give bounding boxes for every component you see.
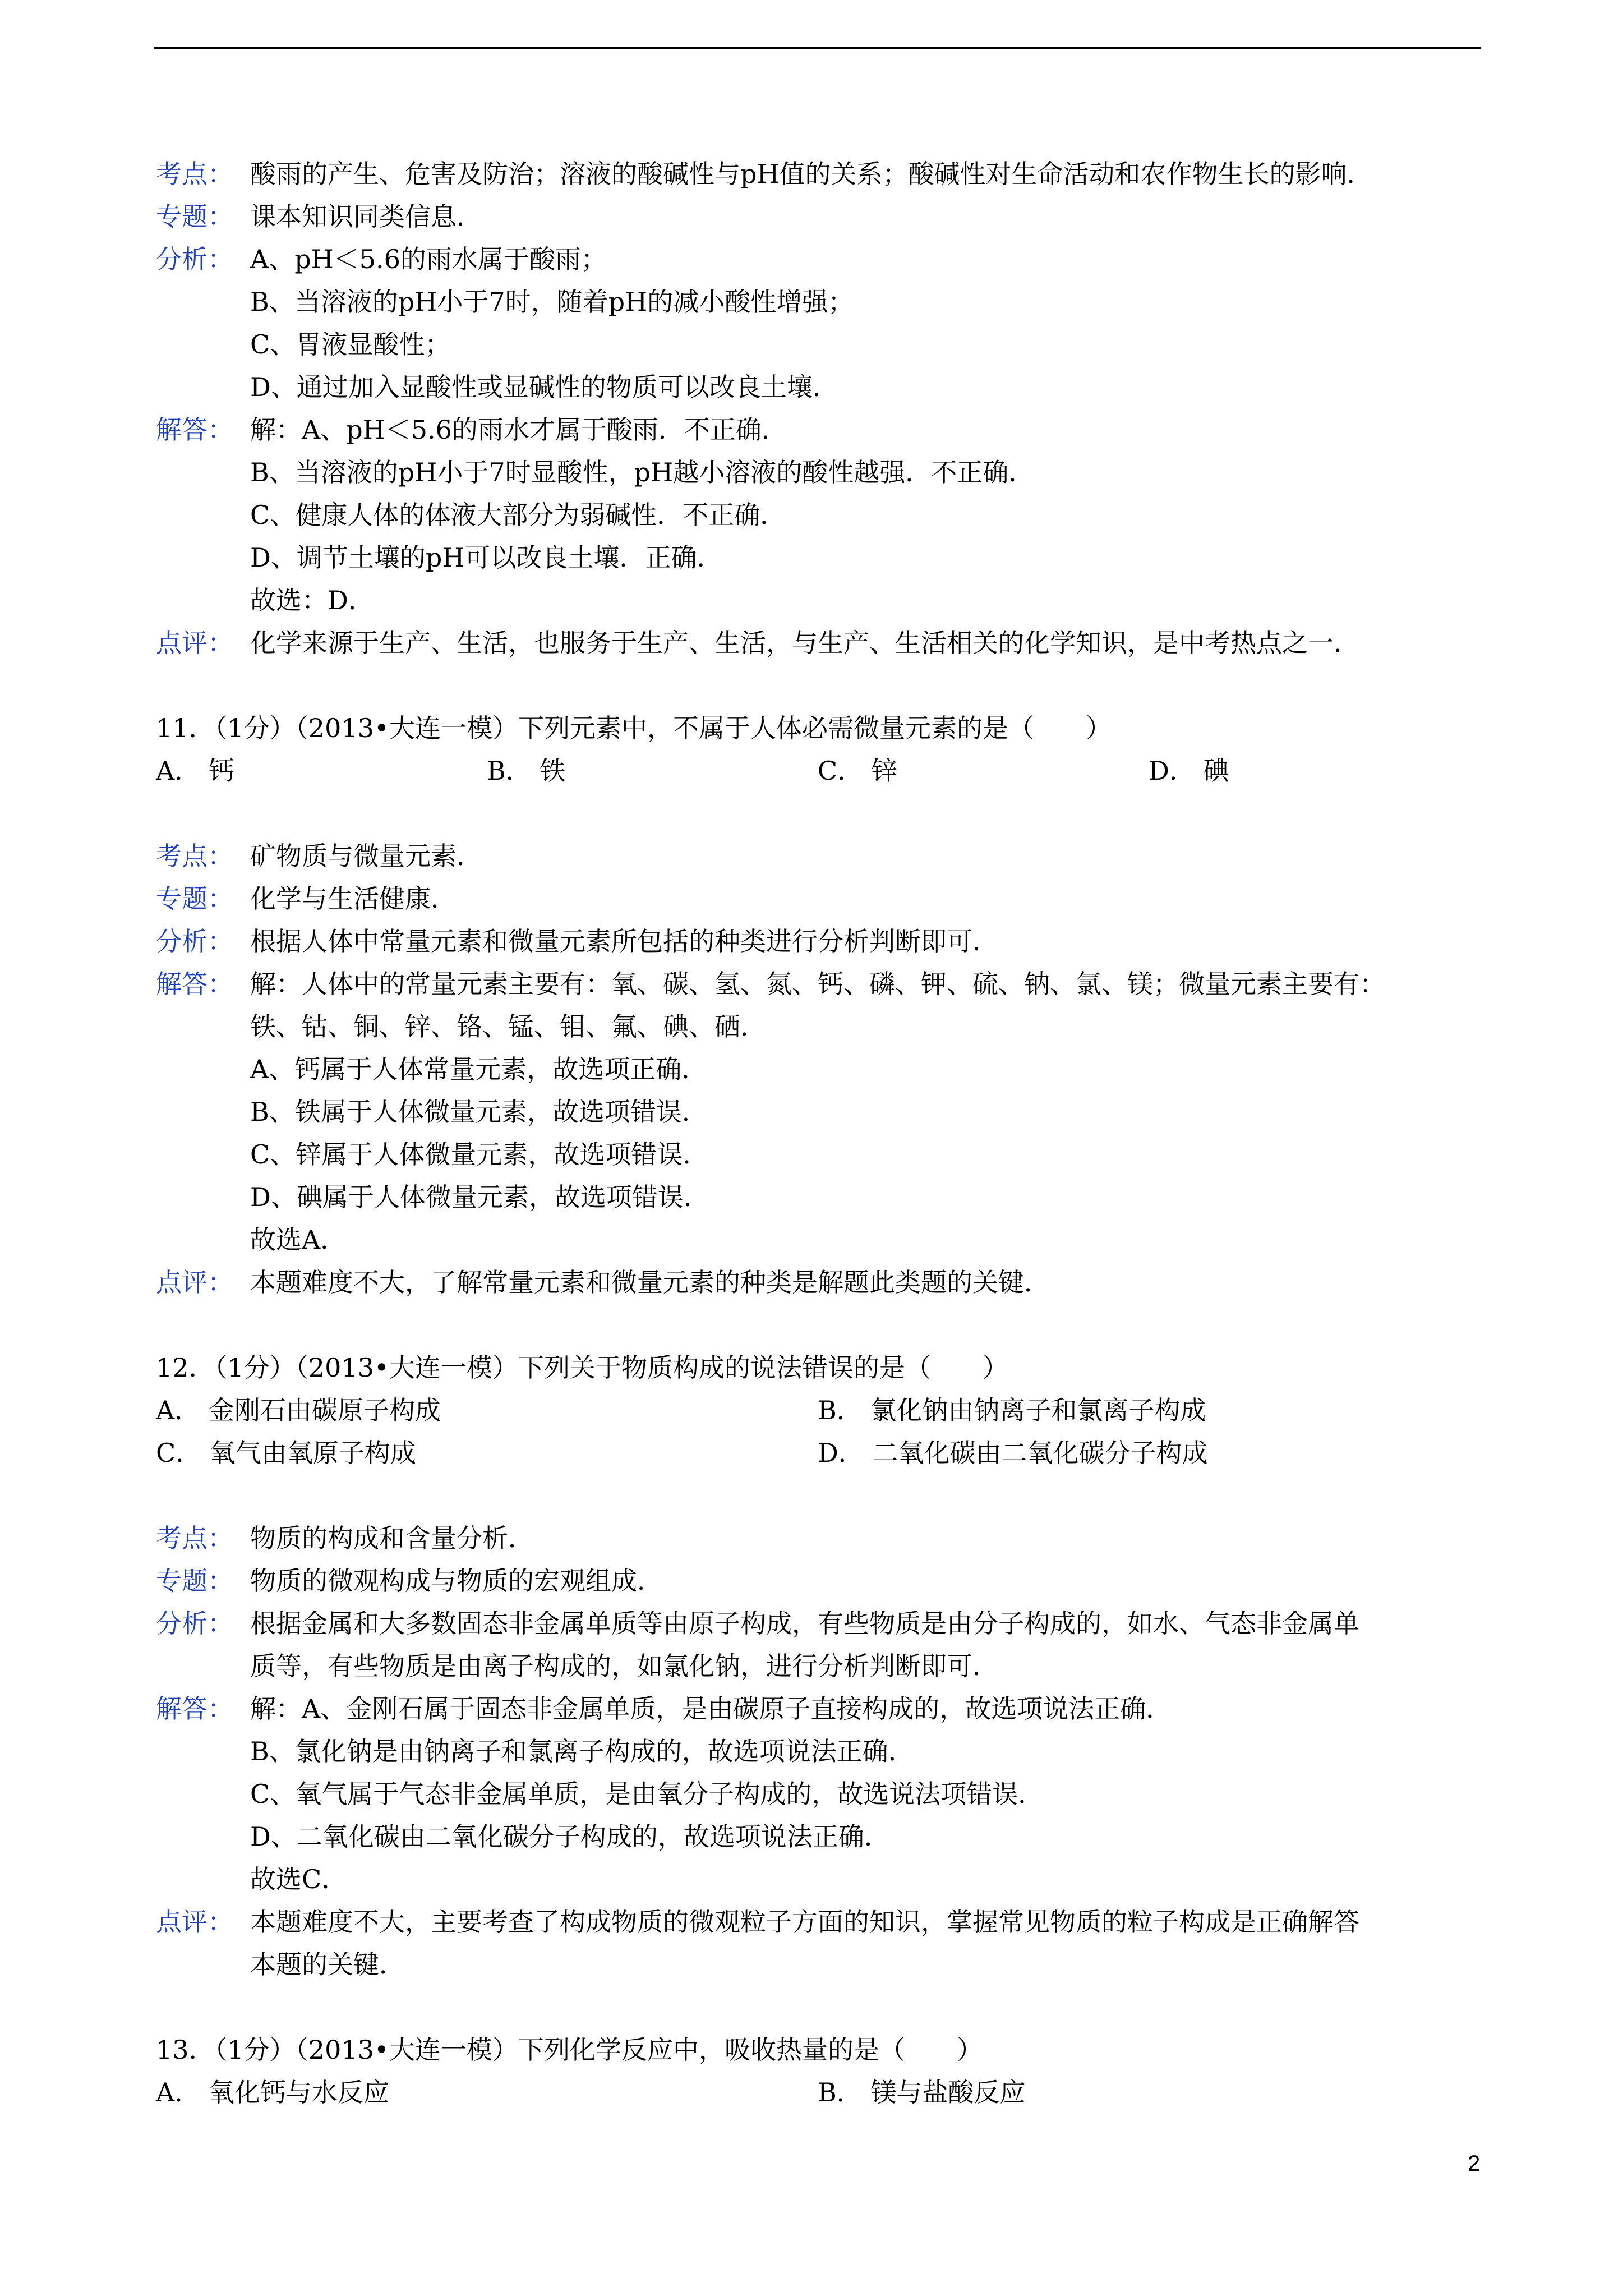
q11-dianping: 点评： 本题难度不大，了解常量元素和微量元素的种类是解题此类题的关键． <box>156 1267 1050 1297</box>
q11-jieda-line: A、钙属于人体常量元素，故选项正确． <box>250 1054 708 1084</box>
q11-option-a: A． 钙 <box>156 756 234 786</box>
header-rule <box>154 47 1481 49</box>
q12-options-row1 <box>156 1389 1482 1432</box>
q11-fenxi: 分析： 根据人体中常量元素和微量元素所包括的种类进行分析判断即可． <box>156 926 998 956</box>
q10-jieda-line: 故选：D． <box>250 585 374 615</box>
q11-jieda-line: C、锌属于人体微量元素，故选项错误． <box>250 1139 709 1170</box>
page-content <box>156 153 1482 2114</box>
q11-jieda-line: B、铁属于人体微量元素，故选项错误． <box>250 1097 708 1127</box>
q10-fenxi-line: C、胃液显酸性； <box>250 329 451 360</box>
q12-option-a: A． 金刚石由碳原子构成 <box>156 1395 441 1425</box>
q10-jieda-line: C、健康人体的体液大部分为弱碱性．不正确． <box>250 500 786 530</box>
page-number: 2 <box>1468 2151 1481 2176</box>
q12-fenxi: 分析： 根据金属和大多数固态非金属单质等由原子构成，有些物质是由分子构成的，如水、气态非金属单 <box>156 1608 1359 1639</box>
q12-jieda-line: 故选C． <box>250 1864 348 1894</box>
q10-fenxi-line: B、当溶液的pH小于7时，随着pH的减小酸性增强； <box>250 287 854 317</box>
q11-zhuanti: 专题： 化学与生活健康． <box>156 884 457 914</box>
q11-jieda: 解答： 解：人体中的常量元素主要有：氧、碳、氢、氮、钙、磷、钾、硫、钠、氯、镁；微量元素主要有： <box>156 969 1385 999</box>
q12-options-row2 <box>156 1432 1482 1474</box>
q13-option-a: A． 氧化钙与水反应 <box>156 2077 389 2108</box>
q12-kaodian: 考点： 物质的构成和含量分析． <box>156 1523 534 1553</box>
q12-jieda-line: B、氯化钠是由钠离子和氯离子构成的，故选项说法正确． <box>250 1736 914 1766</box>
q10-kaodian: 考点： 酸雨的产生、危害及防治；溶液的酸碱性与pH值的关系；酸碱性对生命活动和农作物生长的影响． <box>156 159 1373 189</box>
q12-question: 12．（1分）（2013•大连一模）下列关于物质构成的说法错误的是（ ） <box>156 1352 1008 1383</box>
q11-question: 11．（1分）（2013•大连一模）下列元素中，不属于人体必需微量元素的是（ ） <box>156 713 1112 743</box>
q12-fenxi-line: 质等，有些物质是由离子构成的，如氯化钠，进行分析判断即可． <box>250 1651 998 1681</box>
q12-option-d: D． 二氧化碳由二氧化碳分子构成 <box>818 1438 1208 1468</box>
q11-jieda-line: D、碘属于人体微量元素，故选项错误． <box>250 1182 709 1212</box>
q12-dianping: 点评： 本题难度不大，主要考查了构成物质的微观粒子方面的知识，掌握常见物质的粒子构成是正确解答 <box>156 1907 1359 1937</box>
q11-option-b: B． 铁 <box>487 756 566 786</box>
q13-options <box>156 2071 1482 2114</box>
q12-dianping-line: 本题的关键． <box>250 1949 405 1980</box>
q11-option-d: D． 碘 <box>1149 756 1229 786</box>
q12-jieda-line: D、二氧化碳由二氧化碳分子构成的，故选项说法正确． <box>250 1821 890 1852</box>
q12-jieda: 解答： 解：A、金刚石属于固态非金属单质，是由碳原子直接构成的，故选项说法正确． <box>156 1694 1172 1724</box>
q13-option-b: B． 镁与盐酸反应 <box>818 2077 1026 2108</box>
q12-option-b: B． 氯化钠由钠离子和氯离子构成 <box>818 1395 1206 1425</box>
q11-kaodian: 考点： 矿物质与微量元素． <box>156 841 482 871</box>
q11-jieda-line: 故选A． <box>250 1225 347 1255</box>
q10-jieda-line: B、当溶液的pH小于7时显酸性，pH越小溶液的酸性越强．不正确． <box>250 457 1035 487</box>
q10-jieda: 解答： 解：A、pH＜5.6的雨水才属于酸雨．不正确． <box>156 415 787 445</box>
q13-question: 13．（1分）（2013•大连一模）下列化学反应中，吸收热量的是（ ） <box>156 2035 983 2065</box>
q11-jieda-line: 铁、钴、铜、锌、铬、锰、钼、氟、碘、硒． <box>250 1011 766 1042</box>
q11-options <box>156 749 1482 792</box>
q12-zhuanti: 专题： 物质的微观构成与物质的宏观组成． <box>156 1566 663 1596</box>
q12-jieda-line: C、氧气属于气态非金属单质，是由氧分子构成的，故选说法项错误． <box>250 1779 1044 1809</box>
q10-dianping: 点评： 化学来源于生产、生活，也服务于生产、生活，与生产、生活相关的化学知识，是中考热点之一． <box>156 628 1359 658</box>
q10-fenxi: 分析： A、pH＜5.6的雨水属于酸雨； <box>156 244 607 274</box>
q10-fenxi-line: D、通过加入显酸性或显碱性的物质可以改良土壤． <box>250 372 838 402</box>
q12-option-c: C． 氧气由氧原子构成 <box>156 1438 416 1468</box>
q11-option-c: C． 锌 <box>818 756 897 786</box>
q10-jieda-line: D、调节土壤的pH可以改良土壤．正确． <box>250 542 723 573</box>
q10-zhuanti: 专题： 课本知识同类信息． <box>156 201 482 232</box>
